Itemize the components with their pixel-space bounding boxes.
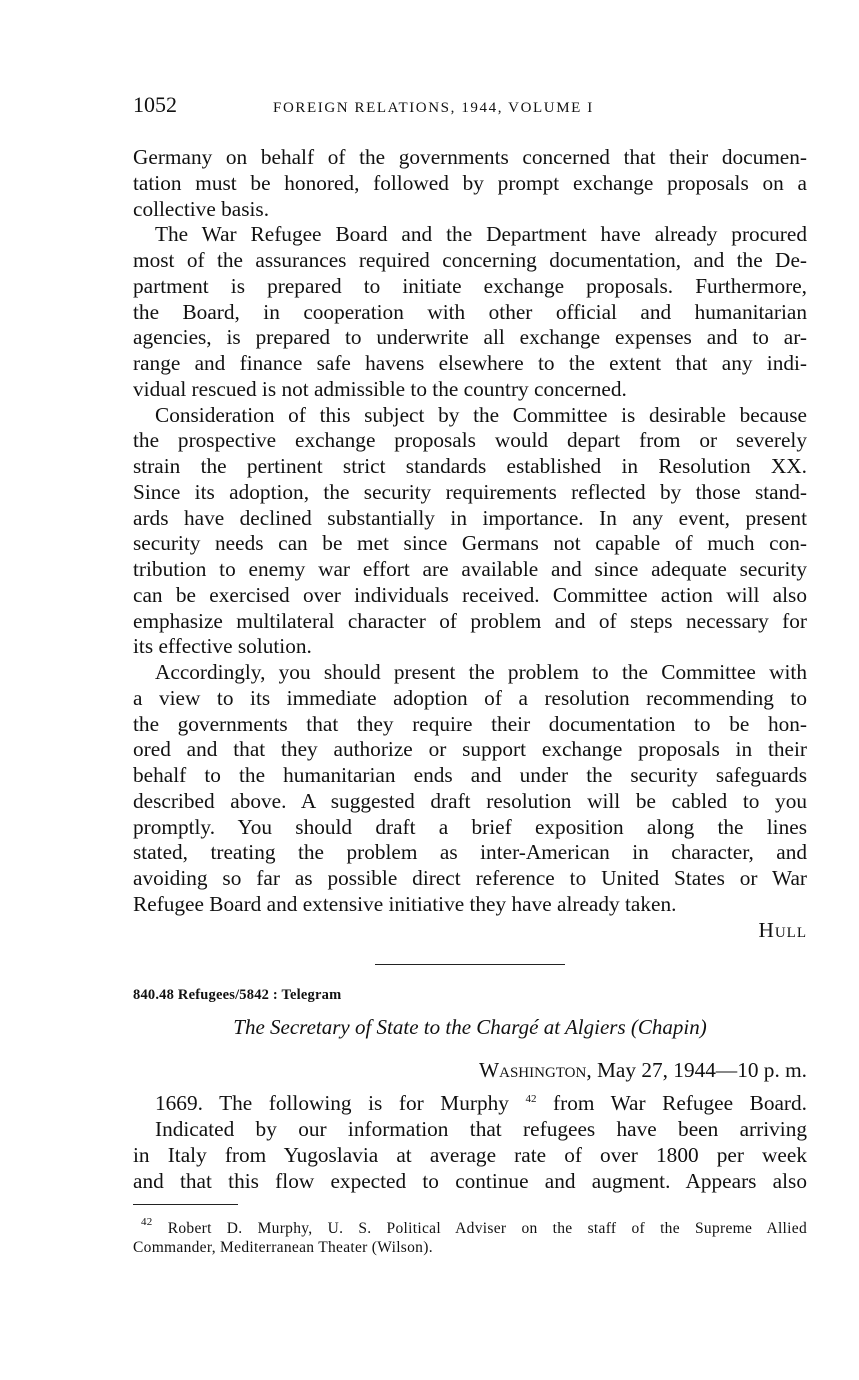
text-line: in Italy from Yugoslavia at average rate of over 1800 per week <box>133 1142 807 1167</box>
text-line: described above. A suggested draft resolution will be cabled to you <box>133 788 807 813</box>
footnote-ref[interactable]: 42 <box>525 1093 537 1106</box>
text-line: Consideration of this subject by the Committee is desirable because <box>155 402 807 427</box>
text: 1669. The following is for Murphy <box>155 1091 509 1116</box>
text-line: most of the assurances required concerning documentation, and the De- <box>133 248 807 272</box>
text-line: emphasize multilateral character of problem and of steps necessary for <box>133 608 807 633</box>
telegram-2-text <box>133 1117 807 1194</box>
text-line: tribution to enemy war effort are available and since adequate security <box>133 557 807 581</box>
text-line: promptly. You should draft a brief exposition along the lines <box>133 814 807 839</box>
telegram-1-text <box>133 145 807 918</box>
footnote-marker: 42 <box>141 1216 153 1229</box>
document-page <box>133 92 807 1257</box>
document-body <box>133 145 807 1257</box>
text-line: its effective solution. <box>133 634 312 659</box>
dateline-place: Washington <box>479 1058 587 1083</box>
page-number: 1052 <box>133 92 177 117</box>
document-title: The Secretary of State to the Chargé at Algiers (Chapin) <box>233 1015 707 1040</box>
page-header <box>133 92 807 122</box>
text-line: Since its adoption, the security requirements reflected by those stand- <box>133 479 807 504</box>
text-line: behalf to the humanitarian ends and under the security safeguards <box>133 763 807 787</box>
dateline <box>133 1057 807 1083</box>
text-line: security needs can be met since Germans not capable of much con- <box>133 531 807 556</box>
text-line: ards have declined substantially in importance. In any event, present <box>133 505 807 530</box>
footnote-divider <box>133 1204 238 1205</box>
paragraph <box>133 660 807 918</box>
text-line: and that this flow expected to continue and augment. Appears also <box>133 1168 807 1193</box>
text-line: the governments that they require their documentation to be hon- <box>133 711 807 736</box>
paragraph <box>133 403 807 661</box>
text-line: ored and that they authorize or support exchange proposals in their <box>133 737 807 762</box>
text-line: vidual rescued is not admissible to the country concerned. <box>133 376 627 401</box>
text-line: partment is prepared to initiate exchange proposals. Furthermore, <box>133 273 807 298</box>
text-line: a view to its immediate adoption of a resolution recommending to <box>133 685 807 710</box>
text-line: avoiding so far as possible direct reference to United States or War <box>133 866 807 890</box>
text-line: can be exercised over individuals received. Committee action will also <box>133 582 807 607</box>
file-citation: 840.48 Refugees/5842 : Telegram <box>133 987 342 1004</box>
footnote <box>133 1213 807 1257</box>
running-title: FOREIGN RELATIONS, 1944, VOLUME I <box>273 100 594 116</box>
text-line: tation must be honored, followed by prompt exchange proposals on a <box>133 170 807 195</box>
footnote-line: Commander, Mediterranean Theater (Wilson). <box>133 1239 433 1257</box>
text-line: strain the pertinent strict standards established in Resolution XX. <box>133 454 807 478</box>
text-line: agencies, is prepared to underwrite all exchange expenses and to ar- <box>133 325 807 350</box>
text-line: collective basis. <box>133 196 270 221</box>
text-line: the Board, in cooperation with other official and humanitarian <box>133 299 807 324</box>
text-line: Indicated by our information that refugees have been arriving <box>155 1117 807 1141</box>
text-line: The War Refugee Board and the Department have already procured <box>155 222 807 247</box>
text-line: the prospective exchange proposals would depart from or severely <box>133 428 807 453</box>
telegram-2-first-line <box>133 1087 807 1117</box>
dateline-date: , May 27, 1944—10 p. m. <box>586 1058 807 1083</box>
footnote-line <box>133 1213 807 1238</box>
paragraph <box>133 222 807 402</box>
signature: Hull <box>758 917 807 942</box>
paragraph <box>133 145 807 222</box>
text-line: Germany on behalf of the governments concerned that their documen- <box>133 145 807 169</box>
text: Robert D. Murphy, U. S. Political Adviser on the staff of the Supreme Allied <box>152 1220 807 1238</box>
text-line: range and finance safe havens elsewhere to the extent that any indi- <box>133 351 807 375</box>
text-line: Refugee Board and extensive initiative they have already taken. <box>133 891 677 916</box>
section-divider <box>375 964 565 965</box>
text: from War Refugee Board. <box>536 1091 807 1116</box>
text-line: stated, treating the problem as inter-American in character, and <box>133 840 807 865</box>
text-line: Accordingly, you should present the problem to the Committee with <box>155 660 807 684</box>
